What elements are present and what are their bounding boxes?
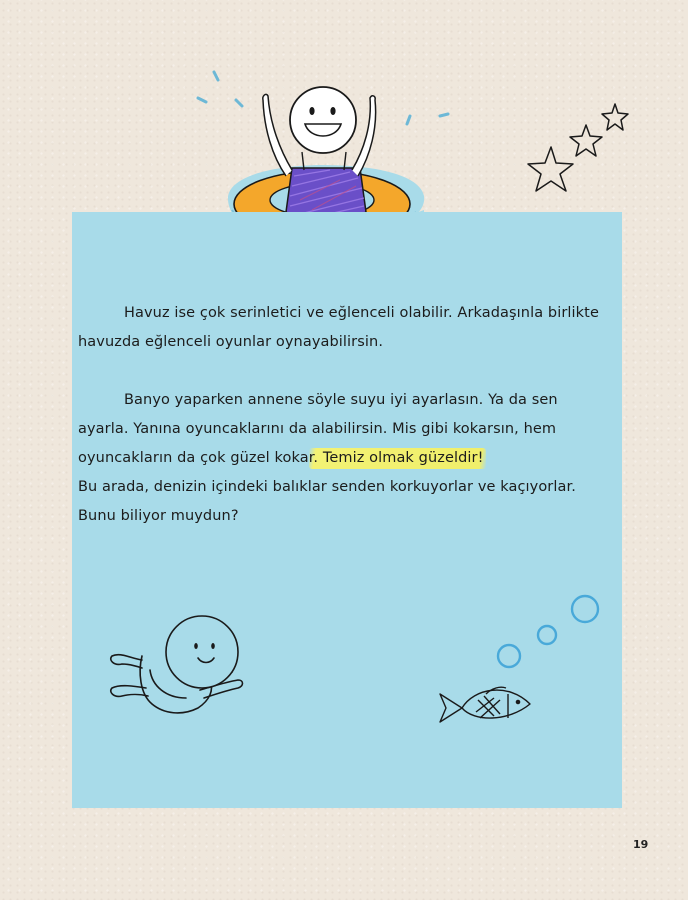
paragraph-pool — [78, 299, 618, 357]
text-line: havuzda eğlenceli oyunlar oynayabilirsin. — [78, 334, 384, 350]
highlighted-text: r. Temiz olmak güzeldir! — [309, 448, 486, 469]
text-line: ayarla. Yanına oyuncaklarını da alabilirsin. Mis gibi kokarsın, hem — [78, 421, 557, 437]
text-line: Bunu biliyor muydun? — [78, 508, 239, 524]
text-line: Bu arada, denizin içindeki balıklar senden korkuyorlar ve kaçıyorlar. — [78, 479, 576, 495]
text-line: oyuncakların da çok güzel koka — [78, 450, 309, 466]
stars-doodle-icon — [528, 104, 628, 191]
text-line: Banyo yaparken annene söyle suyu iyi ayarlasın. Ya da sen — [124, 392, 558, 408]
story-text — [78, 299, 618, 531]
text-line: Havuz ise çok serinletici ve eğlenceli olabilir. Arkadaşınla birlikte — [124, 305, 599, 321]
paragraph-bath — [78, 386, 618, 531]
page-number: 19 — [633, 838, 649, 851]
